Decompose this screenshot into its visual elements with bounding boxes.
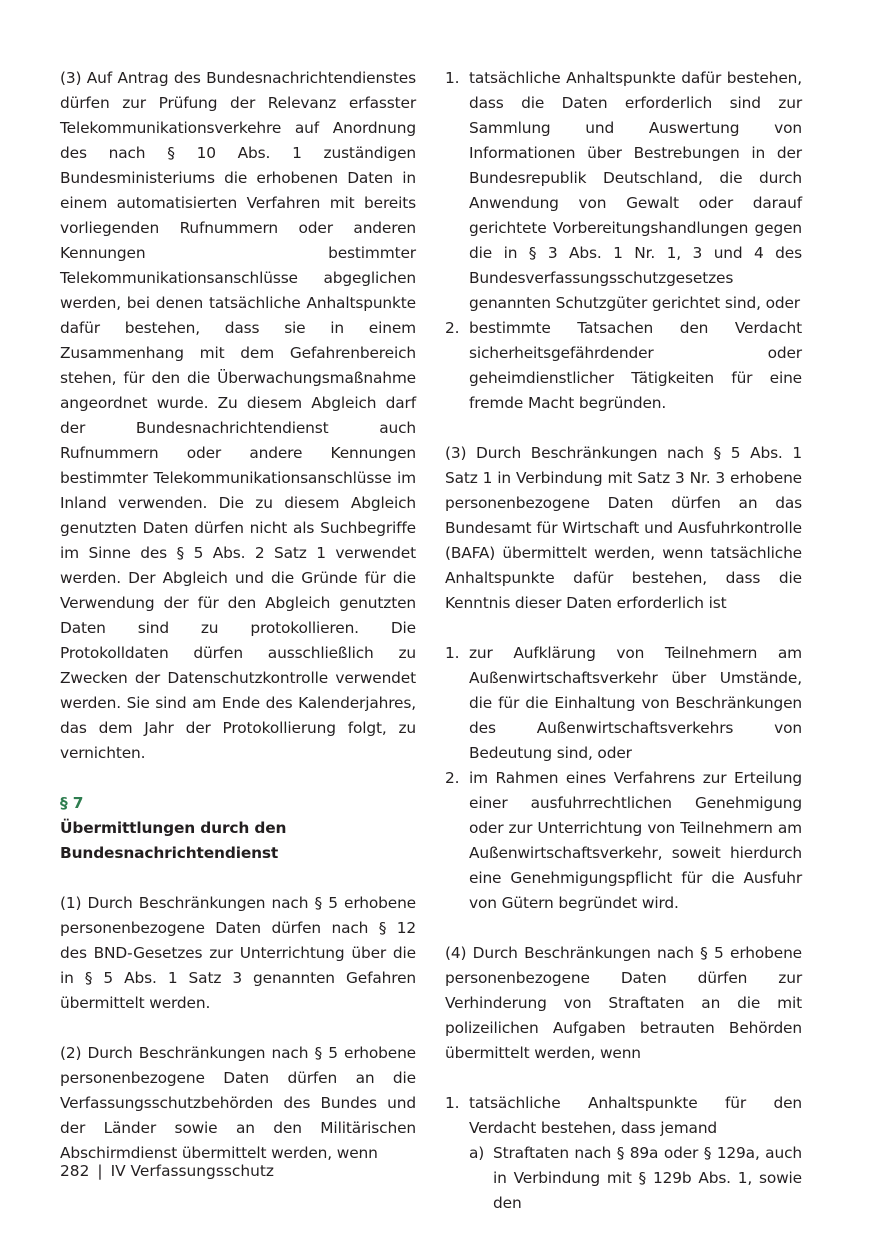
page-footer [60,1159,274,1184]
page-number: 282 [60,1162,90,1180]
sub-list-text: Straftaten nach § 89a oder § 129a, auch in Verbindung mit § 129b Abs. 1, sowie den [493,1144,802,1212]
sub-list-item [469,1141,802,1216]
chapter-title: IV Verfassungsschutz [110,1162,274,1180]
left-column [60,66,416,1166]
section-title: Übermittlungen durch den Bundesnachrichtendienst [60,819,287,862]
list-number: 1. [445,69,460,87]
sub-list-letter: a) [469,1144,485,1162]
list-item [445,1091,802,1141]
list-item [445,66,802,316]
list-number: 1. [445,1094,460,1112]
list-text: tatsächliche Anhaltspunkte für den Verdacht bestehen, dass jemand [469,1094,802,1137]
section-number: § 7 [60,794,84,812]
list-number: 2. [445,769,460,787]
paragraph-6-3: (3) Auf Antrag des Bundesnachrichtendienstes dürfen zur Prüfung der Relevanz erfasster Telekommunikationsverkehre auf Anordnung des nach § 10 Abs. 1 zuständigen Bundesministeriums die erhobenen Daten in einem automatisierten Verfahren mit bereits vorliegenden Rufnummern oder anderen Kennungen bestimmter Telekommunikationsanschlüsse abgeglichen werden, bei denen tatsächliche Anhaltspunkte dafür bestehen, dass sie in einem Zusammenhang mit dem Gefahrenbereich stehen, für den die Überwachungsmaßnahme angeordnet wurde. Zu diesem Abgleich darf der Bundesnachrichtendienst auch Rufnummern oder andere Kennungen bestimmter Telekommunikationsanschlüsse im Inland verwenden. Die zu diesem Abgleich genutzten Daten dürfen nicht als Suchbegriffe im Sinne des § 5 Abs. 2 Satz 1 verwendet werden. Der Abgleich und die Gründe für die Verwendung der für den Abgleich genutzten Daten sind zu protokollieren. Die Protokolldaten dürfen ausschließlich zu Zwecken der Datenschutzkontrolle verwendet werden. Sie sind am Ende des Kalenderjahres, das dem Jahr der Protokollierung folgt, zu vernichten. [60,69,416,762]
list-number: 2. [445,319,460,337]
list-text: zur Aufklärung von Teilnehmern am Außenwirtschaftsverkehr über Umstände, die für die Einhaltung von Beschränkungen des Außenwirtschaftsverkehrs von Bedeutung sind, oder [469,644,802,762]
list-item [445,316,802,416]
paragraph-7-4: (4) Durch Beschränkungen nach § 5 erhobene personenbezogene Daten dürfen zur Verhinderung von Straftaten an die mit polizeilichen Aufgaben betrauten Behörden übermittelt werden, wenn [445,944,802,1062]
list-number: 1. [445,644,460,662]
list-text: im Rahmen eines Verfahrens zur Erteilung einer ausfuhrrechtlichen Genehmigung oder zur Unterrichtung von Teilnehmern am Außenwirtschaftsverkehr, soweit hierdurch eine Genehmigungspflicht für die Ausfuhr von Gütern begründet wird. [469,769,802,912]
footer-separator: | [97,1162,103,1180]
paragraph-7-2: (2) Durch Beschränkungen nach § 5 erhobene personenbezogene Daten dürfen an die Verfassungsschutzbehörden des Bundes und der Länder sowie an den Militärischen Abschirmdienst übermittelt werden, wenn [60,1044,416,1162]
paragraph-7-3: (3) Durch Beschränkungen nach § 5 Abs. 1 Satz 1 in Verbindung mit Satz 3 Nr. 3 erhobene personenbezogene Daten dürfen an das Bundesamt für Wirtschaft und Ausfuhrkontrolle (BAFA) übermittelt werden, wenn tatsächliche Anhaltspunkte dafür bestehen, dass die Kenntnis dieser Daten erforderlich ist [445,444,802,612]
list-text: tatsächliche Anhaltspunkte dafür bestehen, dass die Daten erforderlich sind zur Sammlung und Auswertung von Informationen über Bestrebungen in der Bundesrepublik Deutschland, die durch Anwendung von Gewalt oder darauf gerichtete Vorbereitungshandlungen gegen die in § 3 Abs. 1 Nr. 1, 3 und 4 des Bundesverfassungsschutzgesetzes genannten Schutzgüter gerichtet sind, oder [469,69,802,312]
right-column [445,66,802,1216]
list-item [445,641,802,766]
list-item [445,766,802,916]
paragraph-7-1: (1) Durch Beschränkungen nach § 5 erhobene personenbezogene Daten dürfen nach § 12 des BND-Gesetzes zur Unterrichtung über die in § 5 Abs. 1 Satz 3 genannten Gefahren übermittelt werden. [60,894,416,1012]
list-text: bestimmte Tatsachen den Verdacht sicherheitsgefährdender oder geheimdienstlicher Tätigkeiten für eine fremde Macht begründen. [469,319,802,412]
